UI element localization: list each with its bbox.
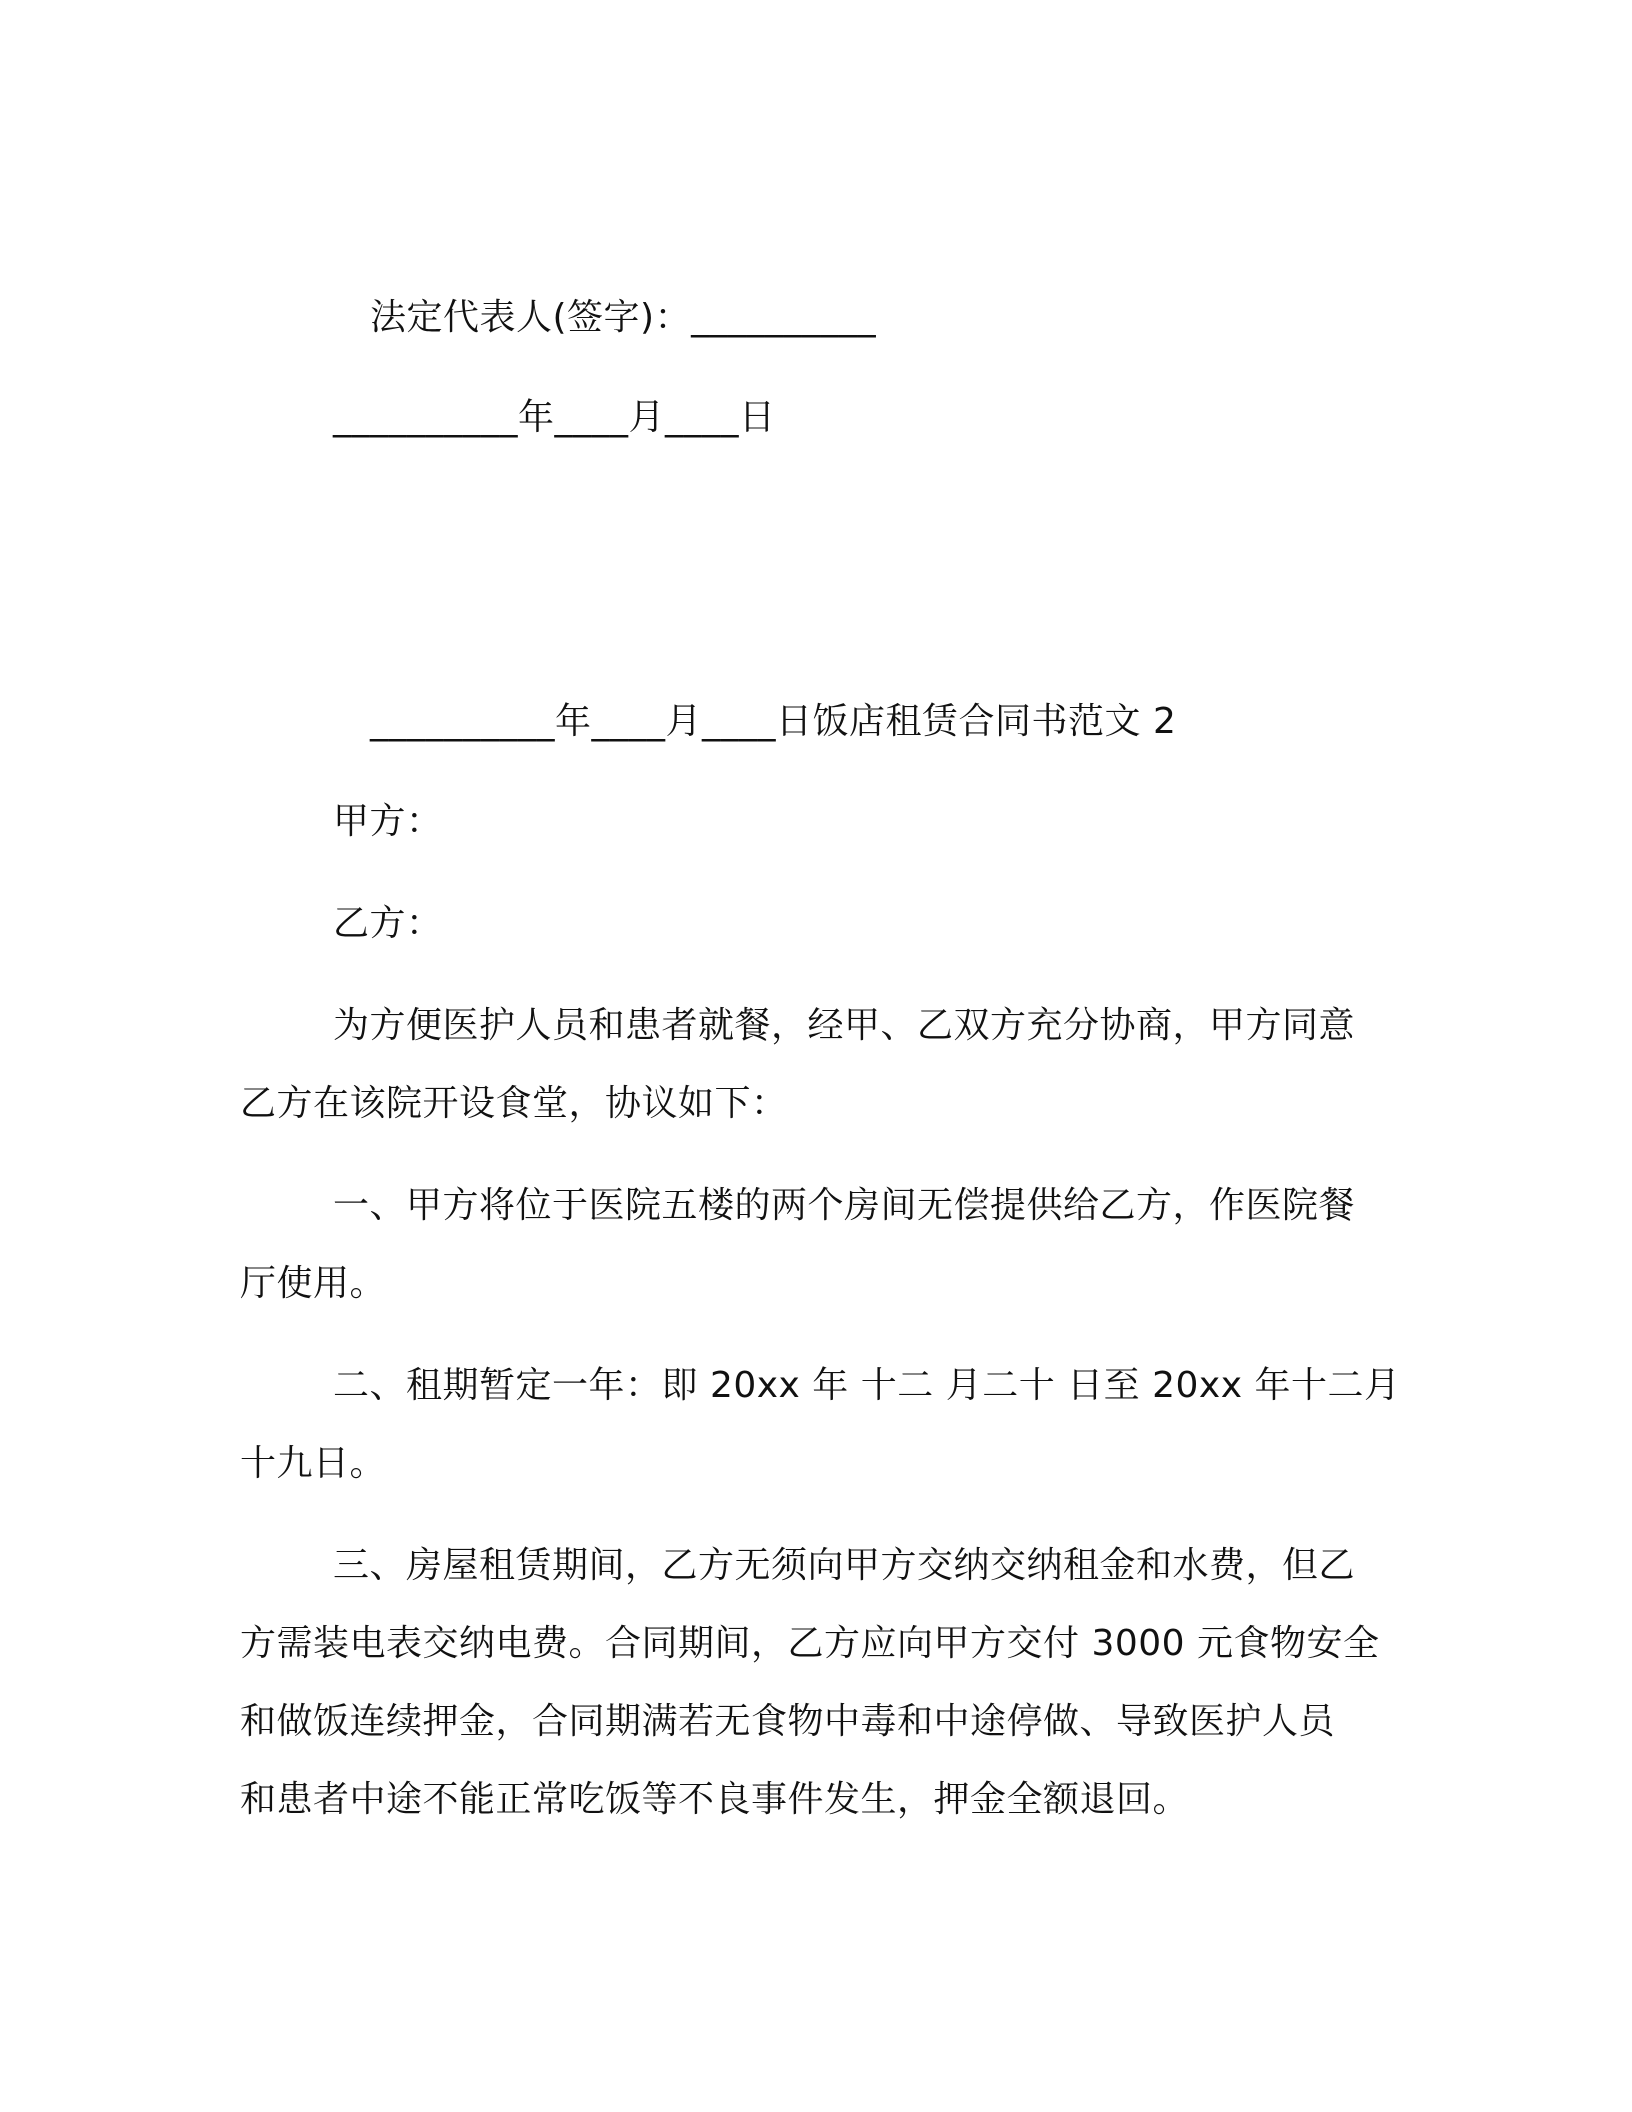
clause-2-line-2: 十九日。 — [240, 1443, 387, 1484]
clause-2-line-1: 二、租期暂定一年：即 20xx 年 十二 月二十 日至 20xx 年十二月 — [333, 1365, 1401, 1406]
clause-3-line-2: 方需装电表交纳电费。合同期间，乙方应向甲方交付 3000 元食物安全 — [240, 1623, 1380, 1664]
clause-3-line-3: 和做饭连续押金，合同期满若无食物中毒和中途停做、导致医护人员 — [240, 1701, 1336, 1742]
section-title: __________年____月____日饭店租赁合同书范文 2 — [370, 701, 1177, 742]
intro-paragraph-line-2: 乙方在该院开设食堂，协议如下： — [240, 1083, 788, 1124]
clause-1-line-1: 一、甲方将位于医院五楼的两个房间无偿提供给乙方，作医院餐 — [333, 1185, 1356, 1226]
clause-1-line-2: 厅使用。 — [240, 1263, 387, 1304]
party-a-label: 甲方： — [333, 801, 443, 842]
intro-paragraph-line-1: 为方便医护人员和患者就餐，经甲、乙双方充分协商，甲方同意 — [333, 1005, 1356, 1046]
clause-3-line-4: 和患者中途不能正常吃饭等不良事件发生，押金全额退回。 — [240, 1779, 1190, 1820]
party-b-label: 乙方： — [333, 903, 443, 944]
date-line: __________年____月____日 — [333, 397, 776, 438]
signature-line: 法定代表人(签字)：__________ — [370, 297, 877, 338]
clause-3-line-1: 三、房屋租赁期间，乙方无须向甲方交纳交纳租金和水费，但乙 — [333, 1545, 1356, 1586]
